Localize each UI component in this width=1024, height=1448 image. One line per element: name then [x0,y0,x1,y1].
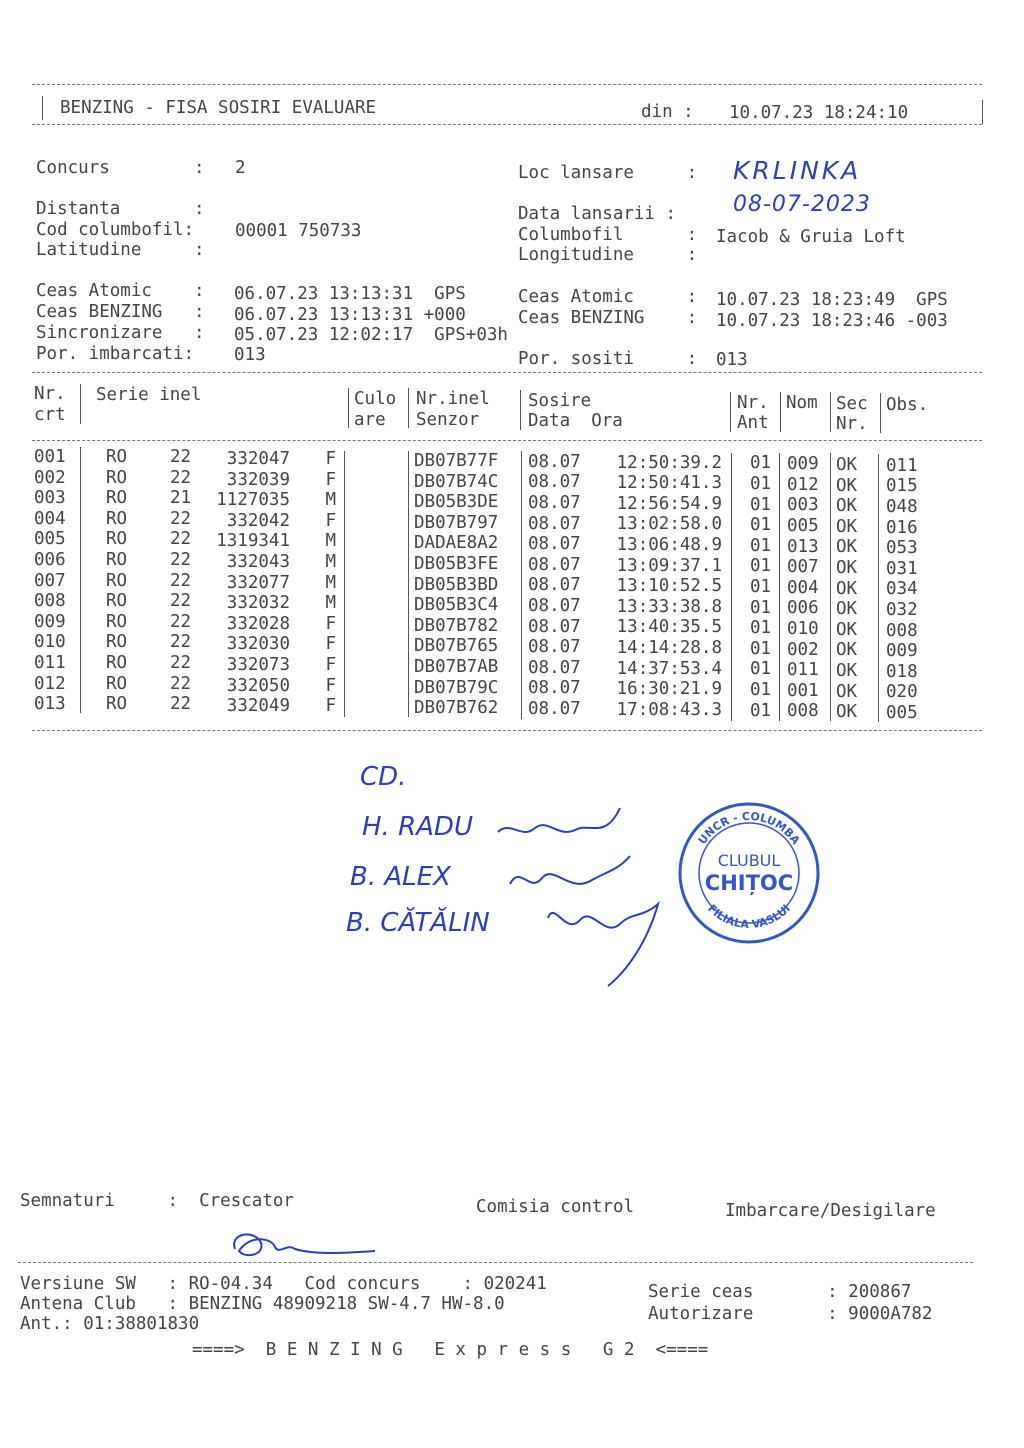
table-row [0,653,1024,682]
row-date: 08.07 [528,554,581,575]
ant-line: Ant.: 01:38801830 [20,1314,200,1334]
row-year: 22 [170,447,192,467]
row-obs: 053 [886,538,918,559]
row-sec: OK [836,475,858,496]
row-country: RO [106,632,128,653]
row-year: 22 [170,550,192,570]
col-obs-header: Obs. [886,395,929,415]
row-obs: 034 [886,579,918,600]
row-sex: F [325,634,336,655]
row-ant: 01 [750,515,772,536]
row-nom: 011 [787,660,819,681]
row-year: 21 [170,488,192,509]
row-ring: 332028 [226,613,290,634]
row-ant: 01 [750,700,772,721]
col-sec-header: Sec [836,394,868,414]
row-year: 22 [170,467,192,488]
row-country: RO [106,550,128,570]
row-ring: 1127035 [216,490,290,511]
row-nr: 009 [34,611,66,632]
table-row [0,591,1024,620]
semnaturi-label: Semnaturi : Crescator [20,1191,294,1211]
header-top-rule [32,84,982,85]
row-sensor: DB07B77F [414,451,499,471]
row-nr: 010 [34,632,66,653]
col-senzor-header: Senzor [416,410,480,430]
row-sec: OK [836,661,858,681]
row-date: 08.07 [528,513,581,534]
ceas-benzing-start-value: 06.07.23 13:13:31 +000 [234,305,466,325]
ceas-benzing-start-label: Ceas BENZING : [36,302,205,322]
row-nom: 005 [787,515,819,536]
row-date: 08.07 [528,492,581,513]
table-row [0,467,1024,497]
cod-columbofil-label: Cod columbofil: [36,220,195,240]
col-nr-header: Nr. [34,384,66,404]
row-ant: 01 [750,453,772,474]
row-country: RO [106,529,128,550]
autorizare-line: Autorizare : 9000A782 [648,1304,933,1324]
row-sec: OK [836,681,858,702]
ceas-benzing-end-value: 10.07.23 18:23:46 -003 [716,311,948,331]
table-row [0,570,1024,600]
row-ring: 332077 [226,572,290,593]
row-nom: 007 [787,557,819,578]
table-row [0,508,1024,538]
row-date: 08.07 [528,698,581,719]
col-divider [408,388,409,428]
row-ring: 332049 [226,696,290,717]
loc-lansare-label: Loc lansare : [518,163,698,183]
row-obs: 018 [886,661,918,682]
row-time: 14:37:53.4 [616,658,722,679]
row-nr: 012 [34,673,66,694]
row-country: RO [106,694,128,715]
row-time: 13:33:38.8 [616,596,722,617]
row-time: 12:50:41.3 [616,473,722,494]
row-sensor: DB07B782 [414,615,499,636]
row-sensor: DB05B3C4 [414,595,499,616]
row-country: RO [106,508,128,529]
header-right-bar [982,100,983,124]
row-obs: 011 [886,455,918,476]
columbofil-label: Columbofil : [518,225,698,245]
row-date: 08.07 [528,595,581,616]
row-nom: 010 [787,618,819,639]
benzing-banner: ====> B E N Z I N G E x p r e s s G 2 <==== [192,1340,709,1360]
row-sex: F [325,613,336,634]
col-divider [780,392,781,432]
row-sec: OK [836,558,858,578]
row-year: 22 [170,611,192,632]
row-ring: 1319341 [216,531,290,552]
col-are-header: are [354,410,386,430]
row-nr: 005 [34,529,66,550]
row-country: RO [106,467,128,488]
row-obs: 016 [886,517,918,538]
row-sex: F [325,655,336,675]
svg-text:FILIALA VASLUI [705,902,793,931]
row-country: RO [106,488,128,509]
comisia-control-label: Comisia control [476,1197,635,1217]
row-date: 08.07 [528,616,581,637]
row-nr: 004 [34,508,66,529]
row-ring: 332047 [226,449,290,469]
row-sensor: DADAE8A2 [414,533,499,554]
row-sex: M [325,531,336,552]
table-row [0,550,1024,579]
row-nr: 002 [34,467,66,488]
row-nom: 003 [787,495,819,516]
row-obs: 008 [886,620,918,641]
col-divider [830,392,831,432]
row-sex: F [325,510,336,531]
col-ant-header: Ant [737,413,769,433]
row-nr: 006 [34,550,66,570]
row-sec: OK [836,537,858,558]
table-bottom-rule [32,730,982,731]
din-label: din : [641,102,694,122]
row-country: RO [106,673,128,694]
row-year: 22 [170,694,192,715]
col-divider [348,388,349,428]
row-sec: OK [836,455,858,475]
col-culo-header: Culo [354,389,397,409]
col-secnr-header: Nr. [836,414,868,434]
row-nr: 008 [34,591,66,612]
row-nom: 009 [787,454,819,475]
signature-cd: CD. [360,762,407,792]
row-country: RO [106,447,128,467]
row-date: 08.07 [528,534,581,555]
ceas-atomic-end-label: Ceas Atomic : [518,287,698,307]
row-nom: 012 [787,474,819,495]
table-row [0,632,1024,662]
col-serie-header: Serie inel [96,385,202,405]
crescator-signature [225,1225,385,1265]
row-year: 22 [170,508,192,529]
sincronizare-value: 05.07.23 12:02:17 GPS+03h [234,325,508,345]
stamp-center-line2: CHIȚOC [704,871,794,895]
header-bottom-rule [32,124,982,125]
table-row [0,529,1024,559]
row-obs: 032 [886,599,918,620]
row-sex: F [325,675,336,696]
row-time: 16:30:21.9 [616,679,722,700]
row-ant: 01 [750,638,772,659]
row-sensor: DB07B79C [414,677,499,698]
row-sex: M [325,572,336,593]
col-nom-header: Nom [786,393,818,413]
row-sex: M [325,490,336,511]
row-sensor: DB07B7AB [414,657,499,677]
row-sec: OK [836,640,858,661]
row-sec: OK [836,619,858,640]
col-nrant-header: Nr. [737,393,769,413]
row-time: 12:56:54.9 [616,493,722,514]
data-lansarii-label: Data lansarii : [518,204,677,224]
row-sec: OK [836,578,858,599]
ceas-atomic-start-label: Ceas Atomic : [36,281,205,301]
row-nom: 002 [787,639,819,660]
row-time: 13:02:58.0 [616,514,722,535]
row-nr: 011 [34,653,66,673]
imbarcare-label: Imbarcare/Desigilare [725,1201,936,1221]
por-imbarcati-label: Por. imbarcati: [36,344,195,364]
antena-line: Antena Club : BENZING 48909218 SW-4.7 HW-8.0 [20,1294,505,1314]
signature-radu-name: H. RADU [362,812,473,842]
row-sensor: DB05B3BD [414,574,499,595]
row-sex: F [325,469,336,490]
row-date: 08.07 [528,472,581,493]
club-stamp [676,800,822,946]
row-ring: 332042 [226,510,290,531]
concurs-label: Concurs : [36,158,205,178]
row-ant: 01 [750,494,772,515]
row-sec: OK [836,516,858,537]
table-row [0,673,1024,703]
stamp-center-line1: CLUBUL [717,851,781,870]
row-time: 14:14:28.8 [616,637,722,658]
latitudine-label: Latitudine : [36,240,205,260]
row-time: 13:06:48.9 [616,534,722,555]
row-date: 08.07 [528,678,581,699]
col-divider [730,392,731,432]
col-divider [520,390,521,430]
table-header-rule [32,440,982,441]
row-sex: M [325,552,336,572]
footer-rule [18,1262,973,1263]
longitudine-label: Longitudine : [518,245,698,265]
col-nrinel-header: Nr.inel [416,389,490,409]
stamp-top-text: UNCR - COLUMBA [695,809,803,847]
row-year: 22 [170,653,192,673]
por-imbarcati-value: 013 [234,345,266,365]
row-sensor: DB07B762 [414,698,499,719]
row-date: 08.07 [528,451,581,472]
row-country: RO [106,570,128,591]
row-obs: 009 [886,641,918,662]
col-divider [880,393,881,433]
row-sensor: DB07B797 [414,512,499,533]
report-datetime: 10.07.23 18:24:10 [729,103,909,123]
concurs-value: 2 [235,158,246,178]
row-ant: 01 [750,535,772,556]
row-time: 13:40:35.5 [616,617,722,638]
row-sec: OK [836,599,858,620]
serie-ceas-line: Serie ceas : 200867 [648,1282,912,1302]
row-year: 22 [170,570,192,591]
row-ring: 332043 [226,552,290,572]
row-sex: F [325,449,336,469]
row-sec: OK [836,702,858,723]
sincronizare-label: Sincronizare : [36,323,205,343]
signature-catalin-name: B. CĂTĂLIN [346,908,490,938]
table-row [0,694,1024,723]
row-sensor: DB07B74C [414,471,499,492]
row-obs: 015 [886,476,918,497]
row-ring: 332030 [226,634,290,655]
cod-columbofil-value: 00001 750733 [235,221,362,241]
row-time: 13:09:37.1 [616,555,722,576]
row-year: 22 [170,529,192,550]
row-sensor: DB05B3FE [414,554,499,574]
row-obs: 031 [886,558,918,579]
row-sex: M [325,593,336,614]
row-obs: 020 [886,682,918,703]
row-nom: 001 [787,680,819,701]
data-lansarii-handwritten: 08-07-2023 [733,192,871,217]
ceas-atomic-end-value: 10.07.23 18:23:49 GPS [716,290,948,310]
signature-alex-name: B. ALEX [350,862,451,892]
row-nom: 006 [787,598,819,619]
row-date: 08.07 [528,657,581,678]
col-dataora-header: Data Ora [528,411,623,431]
row-year: 22 [170,673,192,694]
row-ant: 01 [750,473,772,494]
row-ant: 01 [750,576,772,597]
row-time: 13:10:52.5 [616,576,722,597]
row-ant: 01 [750,679,772,700]
row-ring: 332073 [226,655,290,675]
row-date: 08.07 [528,637,581,658]
table-row [0,488,1024,517]
report-title: BENZING - FISA SOSIRI EVALUARE [60,98,377,118]
table-row [0,447,1024,476]
row-time: 17:08:43.3 [616,699,722,720]
header-left-bar [42,96,43,120]
row-ant: 01 [750,618,772,639]
row-country: RO [106,611,128,632]
col-divider [80,384,81,424]
ceas-benzing-end-label: Ceas BENZING : [518,308,698,328]
table-top-rule [32,372,982,373]
signature-scribbles [480,800,680,990]
row-ant: 01 [750,659,772,680]
row-obs: 005 [886,702,918,723]
row-sensor: DB07B765 [414,636,499,657]
row-nr: 003 [34,488,66,509]
table-row [0,611,1024,641]
row-sec: OK [836,496,858,517]
por-sositi-label: Por. sositi : [518,349,698,369]
loc-lansare-handwritten: KRLINKA [733,156,862,185]
row-ring: 332050 [226,675,290,696]
row-country: RO [106,653,128,673]
row-ring: 332039 [226,469,290,490]
row-year: 22 [170,591,192,612]
distanta-label: Distanta : [36,199,205,219]
columbofil-value: Iacob & Gruia Loft [716,227,906,247]
row-nr: 001 [34,447,66,467]
row-nr: 007 [34,570,66,591]
row-nr: 013 [34,694,66,715]
row-ant: 01 [750,597,772,618]
por-sositi-value: 013 [716,350,748,370]
row-ring: 332032 [226,593,290,614]
row-date: 08.07 [528,575,581,596]
row-sensor: DB05B3DE [414,492,499,513]
col-crt-header: crt [34,405,66,425]
versiune-line: Versiune SW : RO-04.34 Cod concurs : 020241 [20,1274,547,1294]
ceas-atomic-start-value: 06.07.23 13:13:31 GPS [234,284,466,304]
row-year: 22 [170,632,192,653]
stamp-bottom-text: FILIALA VASLUI [705,901,793,932]
row-nom: 004 [787,577,819,598]
row-country: RO [106,591,128,612]
row-ant: 01 [750,556,772,577]
row-nom: 008 [787,701,819,722]
row-sex: F [325,696,336,717]
row-obs: 048 [886,496,918,517]
row-nom: 013 [787,536,819,557]
col-sosire-header: Sosire [528,391,592,411]
row-time: 12:50:39.2 [616,452,722,473]
